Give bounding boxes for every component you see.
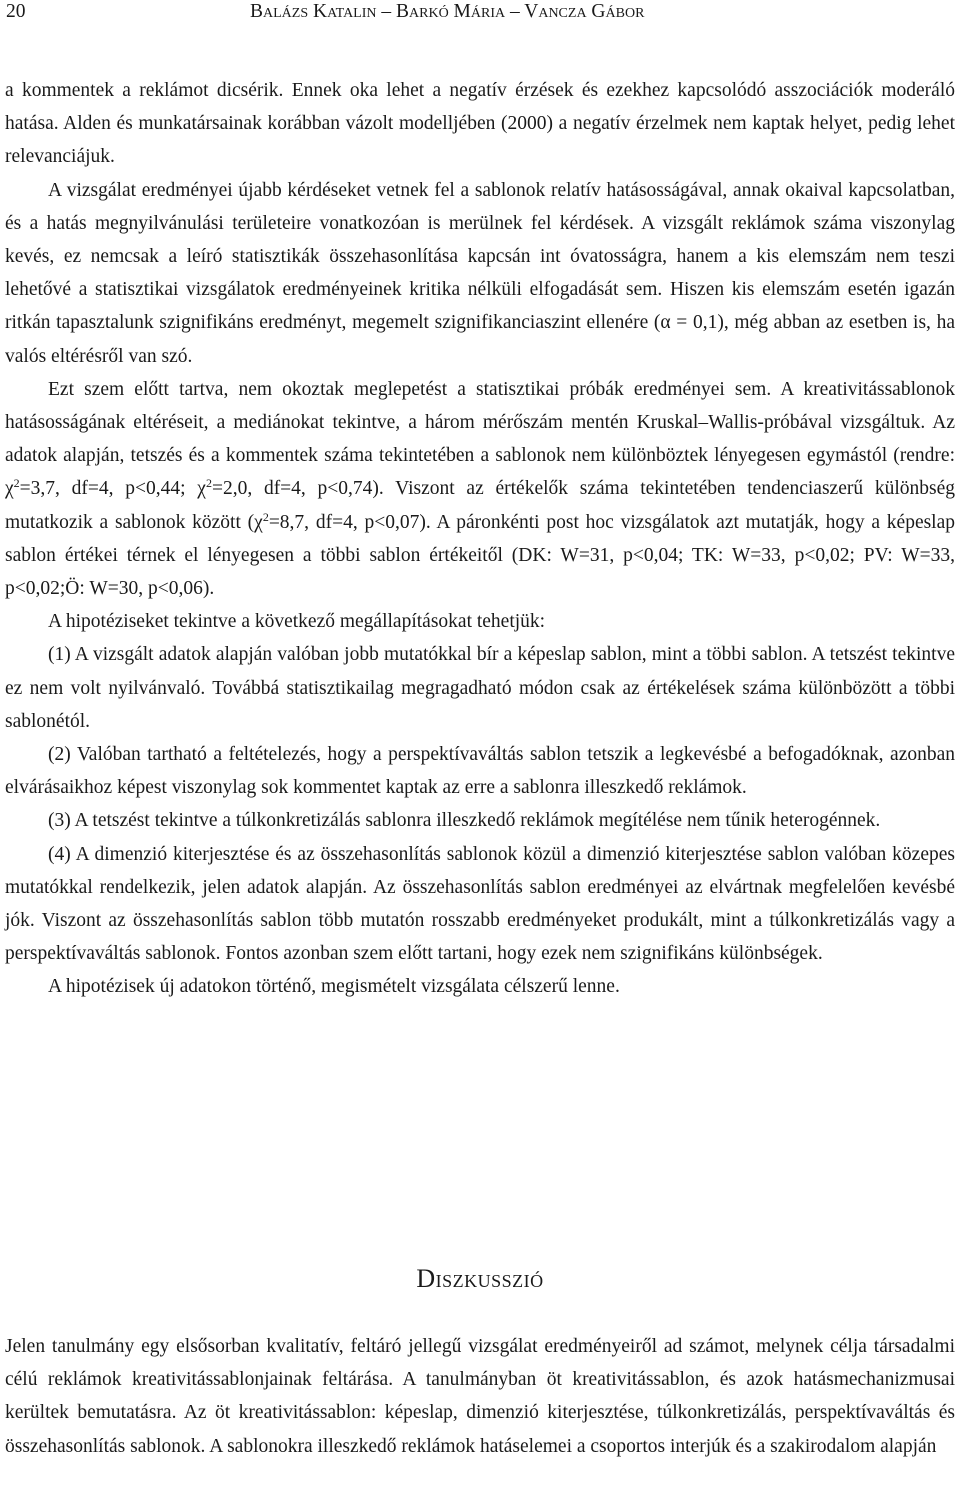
paragraph-hypothesis-3: (3) A tetszést tekintve a túlkonkretizálás sablonra illeszkedő reklámok megítélése nem tűnik heterogénnek. [48, 810, 881, 832]
paragraph-discussion: Jelen tanulmány egy elsősorban kvalitatív, feltáró jellegű vizsgálat eredményeiről ad számot, melynek célja társadalmi célú reklámok kreativitássablonjainak feltárása. A tanulmányban öt kreativitássablon, és azok hatásmechanizmusai kerültek bemutatásra. Az öt kreativitássablon: képeslap, dimenzió kiterjesztése, túlkonkretizálás, perspektívaváltás és összehasonlítás sablonok. A sablonokra illeszkedő reklámok hatáselemei a csoportos interjúk és a szakirodalom alapján [5, 1336, 955, 1457]
p3-text-a: Ezt szem előtt tartva, nem okoztak meglepetést a statisztikai próbák eredményei sem. A kreativitássablonok hatásosságának eltéréseit, a mediánokat tekintve, a három mérőszám mentén Kruskal–Wallis-próbával vizsgáltuk. Az adatok alapján, tetszés és a kommentek száma tekintetében a sablonok nem különböztek lényegesen egymástól (rendre: χ [5, 378, 955, 500]
paragraph-conclusion: A hipotézisek új adatokon történő, megismételt vizsgálata célszerű lenne. [48, 976, 620, 998]
p3-text-b: =3,7, df=4, p<0,44; χ [19, 478, 206, 500]
running-header [6, 0, 946, 28]
main-text [5, 74, 955, 1004]
chi-square-superscript: 2 [262, 509, 269, 524]
page-number: 20 [6, 1, 26, 22]
p3-text-c: =2,0, df=4, p<0,74). Viszont az értékelők száma tekintetében tendenciaszerű különbség mutatkozik a sablonok között (χ [5, 478, 956, 533]
paragraph-hypothesis-4: (4) A dimenzió kiterjesztése és az összehasonlítás sablonok közül a dimenzió kiterjesztése sablon valóban közepes mutatókkal rendelkezik, jelen adatok alapján. Az összehasonlítás sablon eredményei az elvártnak megfelelően kevésbé jók. Viszont az összehasonlítás sablon több mutatón rosszabb eredményeket produkált, mint a túlkonkretizálás vagy a perspektívaváltás sablonok. Fontos azonban szem előtt tartani, hogy ezek nem szignifikáns különbségek. [5, 843, 955, 965]
paragraph-1: a kommentek a reklámot dicsérik. Ennek oka lehet a negatív érzések és ezekhez kapcsolódó asszociációk moderáló hatása. Alden és munkatársainak korábban vázolt modelljében (2000) a negatív érzelmek nem kaptak helyet, pedig lehet relevanciájuk. [5, 80, 955, 168]
chi-square-superscript: 2 [13, 476, 20, 491]
section-heading: Diszkusszió [416, 1264, 544, 1293]
paragraph-2: A vizsgálat eredményei újabb kérdéseket vetnek fel a sablonok relatív hatásosságával, annak okaival kapcsolatban, és a hatás megnyilvánulási területeire vonatkozóan is merülnek fel kérdések. A vizsgált reklámok száma viszonylag kevés, ez nemcsak a leíró statisztikák összehasonlítása kapcsán int óvatosságra, hanem a kis elemszám nem teszi lehetővé a statisztikai vizsgálatok eredményeinek kritika nélküli elfogadását sem. Hiszen kis elemszám esetén igazán ritkán tapasztalunk szignifikáns eredményt, megemelt szignifikanciaszint ellenére (α = 0,1), még abban az esetben is, ha valós eltérésről van szó. [5, 179, 955, 367]
p3-text-d: =8,7, df=4, p<0,07). A páronkénti post hoc vizsgálatok azt mutatják, hogy a képeslap sablon értékei térnek el lényegesen a többi sablon értékeitől (DK: W=31, p<0,04; TK: W=33, p<0,02; PV: W=33, p<0,02;Ö: W=30, p<0,06). [5, 511, 956, 600]
paragraph-hypothesis-1: (1) A vizsgált adatok alapján valóban jobb mutatókkal bír a képeslap sablon, mint a többi sablon. A tetszést tekintve ez nem volt nyilvánvaló. Továbbá statisztikailag megragadható módon csak az értékelések száma különbözött a többi sablonétól. [5, 644, 955, 732]
paragraph-3-statistics [5, 373, 955, 605]
paragraph-hypotheses-intro: A hipotéziseket tekintve a következő megállapításokat tehetjük: [48, 611, 546, 633]
running-head-authors: Balázs Katalin – Barkó Mária – Vancza Gábor [250, 1, 645, 22]
discussion-text [5, 1330, 955, 1463]
chi-square-superscript: 2 [205, 476, 212, 491]
paragraph-hypothesis-2: (2) Valóban tartható a feltételezés, hogy a perspektívaváltás sablon tetszik a legkevésbé a befogadóknak, azonban elvárásaikhoz képest viszonylag sok kommentet kaptak az erre a sablonra illeszkedő reklámok. [5, 744, 955, 799]
